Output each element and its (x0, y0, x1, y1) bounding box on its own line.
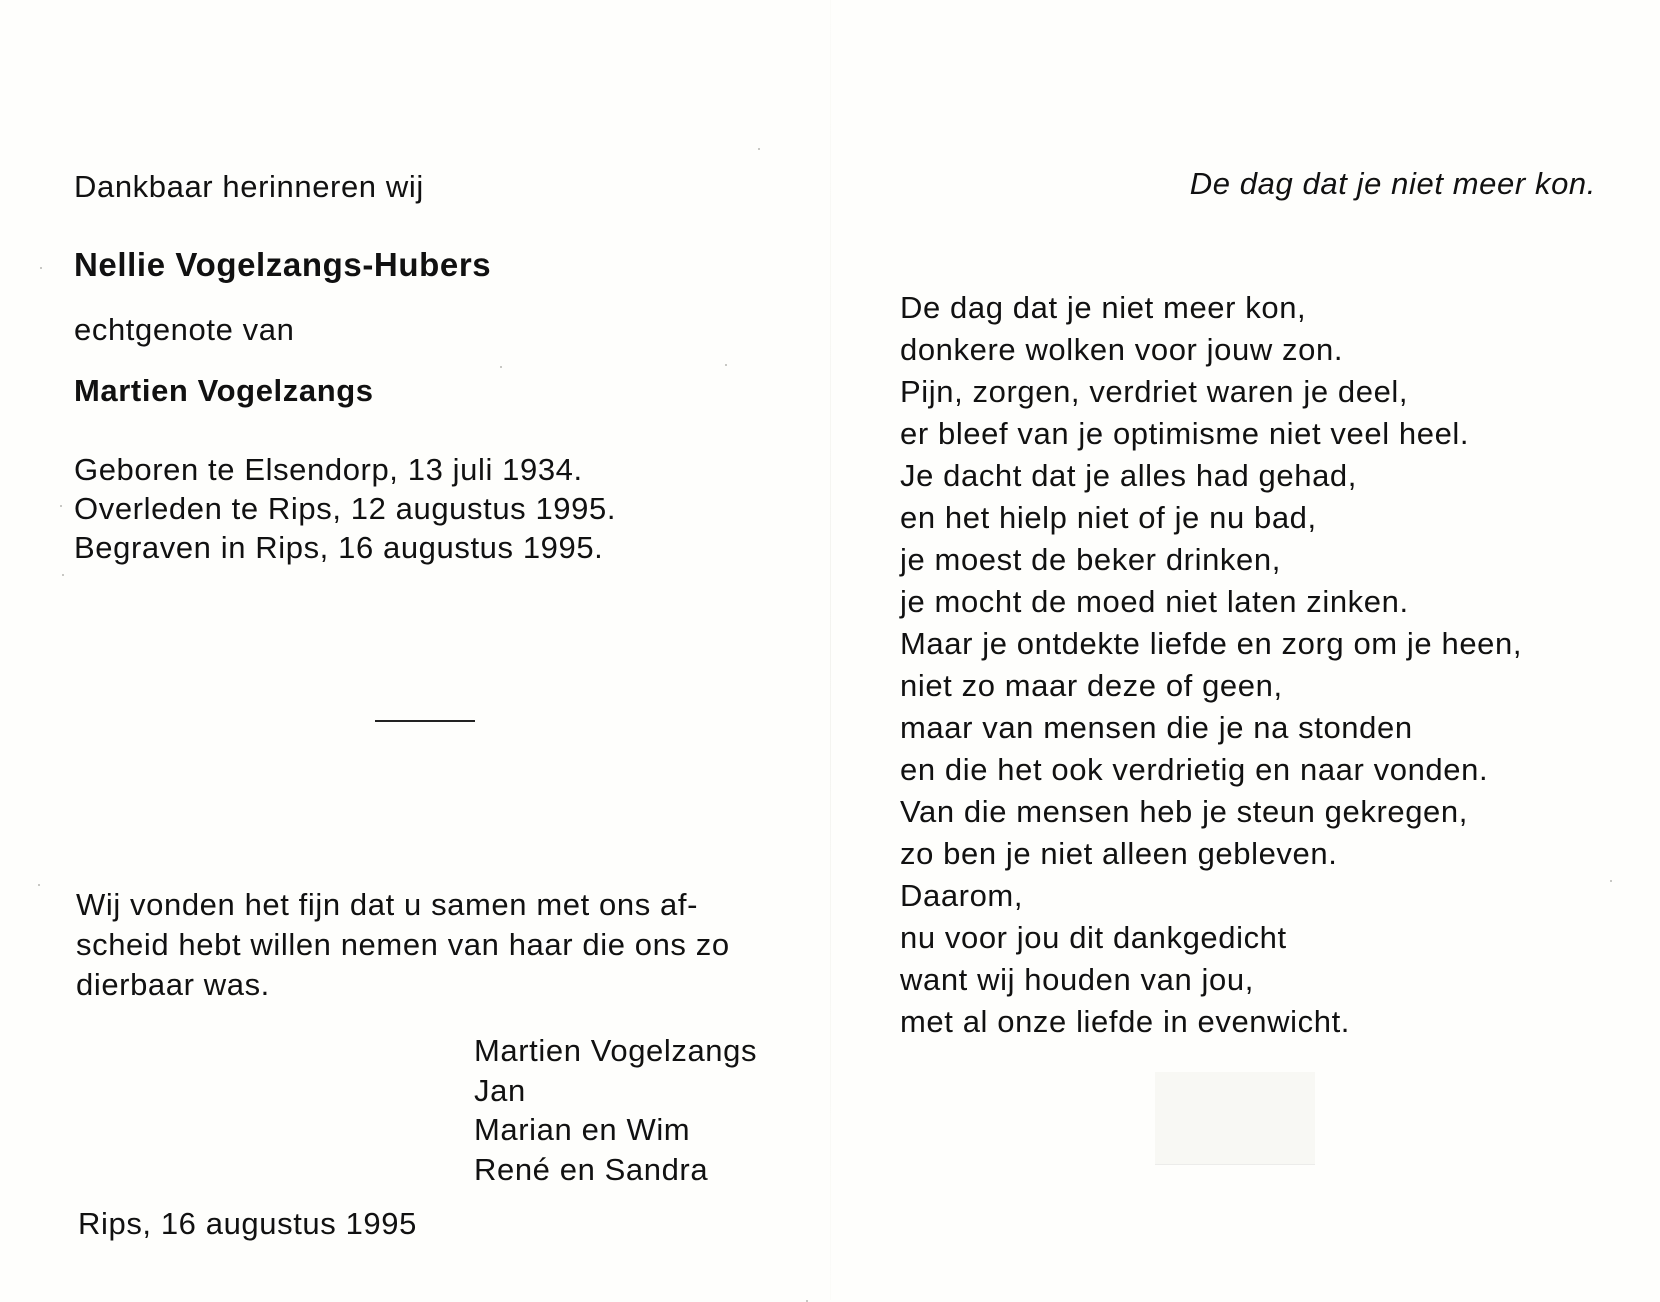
poem-line: en het hielp niet of je nu bad, (900, 500, 1317, 535)
divider-line (375, 720, 475, 722)
poem-line: je mocht de moed niet laten zinken. (900, 584, 1409, 619)
poem-title: De dag dat je niet meer kon. (1189, 166, 1596, 201)
card-fold (830, 0, 831, 1300)
thanks-line: Wij vonden het fijn dat u samen met ons af- (76, 887, 698, 922)
relation-text: echtgenote van (74, 312, 295, 347)
poem-line: Van die mensen heb je steun gekregen, (900, 794, 1468, 829)
poem-line: donkere wolken voor jouw zon. (900, 332, 1344, 367)
poem-line: want wij houden van jou, (900, 962, 1254, 997)
thanks-paragraph (76, 885, 730, 1005)
poem-line: maar van mensen die je na stonden (900, 710, 1413, 745)
signatory: Jan (474, 1072, 526, 1108)
paper-speck (38, 884, 40, 886)
paper-speck (1610, 880, 1612, 882)
burial-date: Begraven in Rips, 16 augustus 1995. (74, 530, 604, 565)
signatory: René en Sandra (474, 1151, 709, 1187)
thanks-line: scheid hebt willen nemen van haar die ons zo (76, 927, 730, 962)
poem-line: er bleef van je optimisme niet veel heel. (900, 416, 1470, 451)
poem-line: Pijn, zorgen, verdriet waren je deel, (900, 374, 1409, 409)
poem-line: niet zo maar deze of geen, (900, 668, 1283, 703)
deceased-name: Nellie Vogelzangs-Hubers (74, 246, 492, 283)
signatory: Martien Vogelzangs (474, 1033, 758, 1068)
poem-line: en die het ook verdrietig en naar vonden. (900, 752, 1489, 787)
poem-line: Daarom, (900, 878, 1024, 913)
poem-line: Je dacht dat je alles had gehad, (900, 458, 1357, 493)
paper-mark (1155, 1072, 1315, 1165)
poem-line: Maar je ontdekte liefde en zorg om je heen, (900, 626, 1523, 661)
birth-date: Geboren te Elsendorp, 13 juli 1934. (74, 452, 583, 487)
signatory: Marian en Wim (474, 1112, 691, 1147)
poem (900, 287, 1522, 1043)
poem-line: zo ben je niet alleen gebleven. (900, 836, 1338, 871)
paper-speck (725, 364, 727, 366)
spouse-name: Martien Vogelzangs (74, 373, 374, 408)
paper-speck (758, 148, 760, 150)
poem-line: De dag dat je niet meer kon, (900, 290, 1307, 325)
intro-text: Dankbaar herinneren wij (74, 169, 424, 204)
paper-speck (40, 267, 42, 269)
poem-line: je moest de beker drinken, (900, 542, 1281, 577)
thanks-line: dierbaar was. (76, 967, 270, 1002)
death-date: Overleden te Rips, 12 augustus 1995. (74, 491, 617, 526)
signatories (474, 1031, 757, 1189)
paper-speck (500, 366, 502, 368)
life-dates (74, 450, 616, 567)
paper-speck (62, 574, 64, 576)
poem-line: nu voor jou dit dankgedicht (900, 920, 1287, 955)
paper-speck (60, 505, 62, 507)
poem-line: met al onze liefde in evenwicht. (900, 1004, 1350, 1039)
place-date: Rips, 16 augustus 1995 (78, 1206, 417, 1241)
